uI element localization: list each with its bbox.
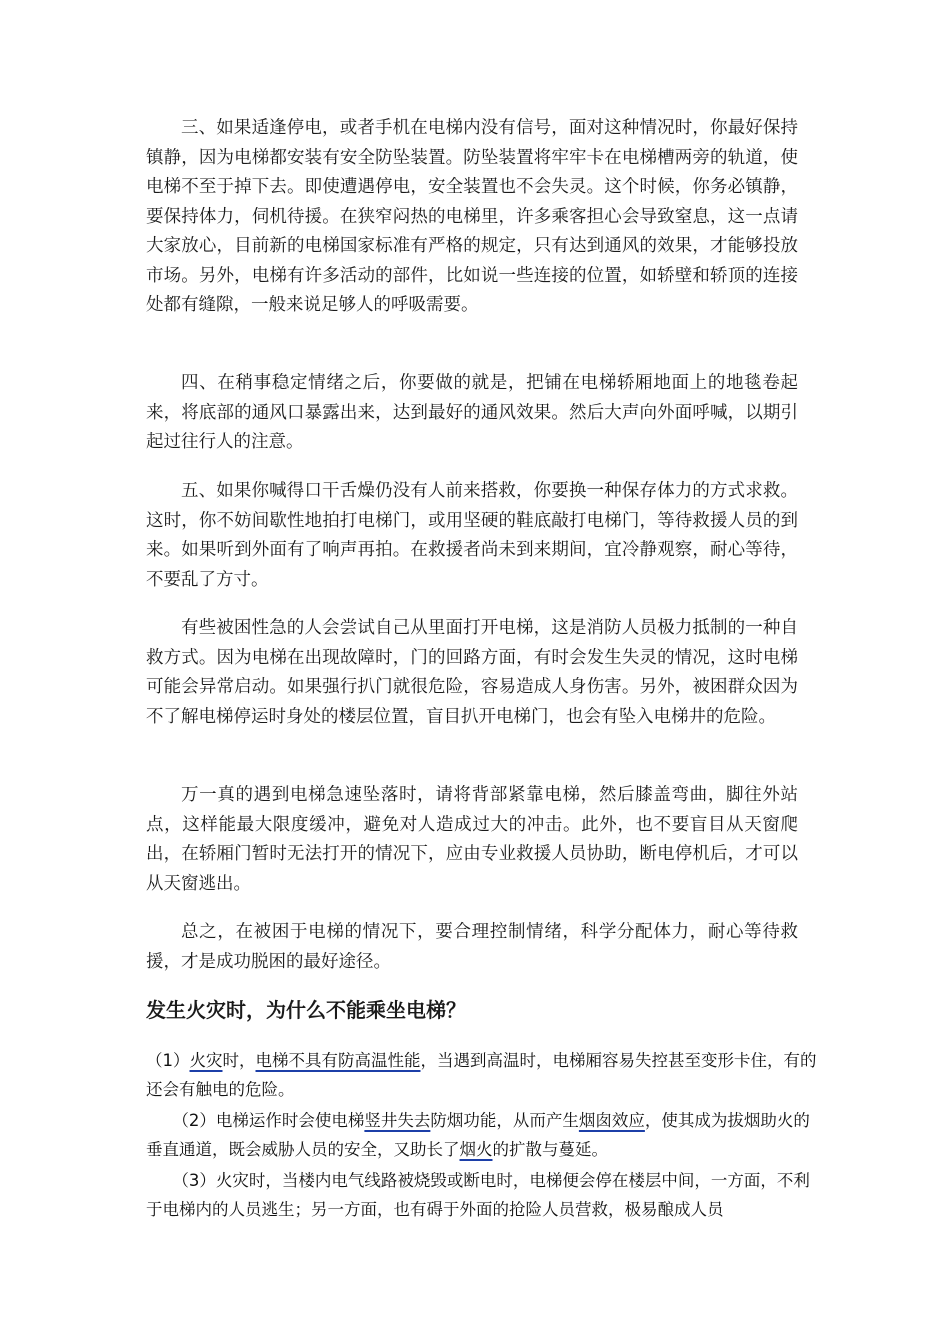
item-text: 时， [222,1051,256,1070]
paragraph-ventilation: 四、在稍事稳定情绪之后，你要做的就是，把铺在电梯轿厢地面上的地毯卷起来，将底部的通风口暴露出来，达到最好的通风效果。然后大声向外面呼喊，以期引起过往行人的注意。 [146,373,798,452]
list-item-1 [146,1046,826,1104]
list-item-3: （3）火灾时，当楼内电气线路被烧毁或断电时，电梯便会停在楼层中间，一方面，不利于电梯内的人员逃生；另一方面，也有碍于外面的抢险人员营救，极易酿成人员 [146,1171,810,1219]
paragraph-rapid-fall: 万一真的遇到电梯急速坠落时，请将背部紧靠电梯，然后膝盖弯曲，脚往外站点，这样能最大限度缓冲，避免对人造成过大的冲击。此外，也不要盲目从天窗爬出，在轿厢门暂时无法打开的情况下，应由专业救援人员协助，断电停机后，才可以从天窗逃出。 [146,785,798,894]
link-smoke-fire[interactable]: 烟火 [459,1140,493,1159]
item-prefix: （2）电梯运作时会使电梯 [172,1111,365,1130]
link-fire[interactable]: 火灾 [189,1051,223,1070]
link-shaft[interactable]: 竖井失去 [364,1111,431,1130]
paragraph-summary: 总之，在被困于电梯的情况下，要合理控制情绪，科学分配体力，耐心等待救援，才是成功脱困的最好途径。 [146,922,798,972]
link-chimney-effect[interactable]: 烟囱效应 [578,1111,645,1130]
item-prefix: （1） [146,1051,190,1070]
paragraph-call-for-help: 五、如果你喊得口干舌燥仍没有人前来搭救，你要换一种保存体力的方式求救。这时，你不妨间歇性地拍打电梯门，或用坚硬的鞋底敲打电梯门，等待救援人员的到来。如果听到外面有了响声再拍。在救援者尚未到来期间，宜冷静观察，耐心等待，不要乱了方寸。 [146,481,798,590]
list-item-2 [146,1106,826,1164]
item-text: ，当遇到高温时，电梯厢容易失控甚至变形卡住，有的还会有触电的危险。 [146,1051,817,1099]
item-text: ，使其成为拔烟助火的垂直通道，既会威胁人员的安全，又助长了 [146,1111,810,1159]
item-text: 的扩散与蔓延。 [492,1140,608,1159]
link-heat-resistance[interactable]: 电梯不具有防高温性能 [255,1051,421,1070]
paragraph-power-outage: 三、如果适逢停电，或者手机在电梯内没有信号，面对这种情况时，你最好保持镇静，因为电梯都安装有安全防坠装置。防坠装置将牢牢卡在电梯槽两旁的轨道，使电梯不至于掉下去。即使遭遇停电，安全装置也不会失灵。这个时候，你务必镇静，要保持体力，伺机待援。在狭窄闷热的电梯里，许多乘客担心会导致窒息，这一点请大家放心，目前新的电梯国家标准有严格的规定，只有达到通风的效果，才能够投放市场。另外，电梯有许多活动的部件，比如说一些连接的位置，如轿壁和轿顶的连接处都有缝隙，一般来说足够人的呼吸需要。 [146,118,798,315]
section-heading: 发生火灾时，为什么不能乘坐电梯？ [146,998,466,1022]
paragraph-forced-opening: 有些被困性急的人会尝试自己从里面打开电梯，这是消防人员极力抵制的一种自救方式。因为电梯在出现故障时，门的回路方面，有时会发生失灵的情况，这时电梯可能会异常启动。如果强行扒门就很危险，容易造成人身伤害。另外，被困群众因为不了解电梯停运时身处的楼层位置，盲目扒开电梯门，也会有坠入电梯井的危险。 [146,618,798,727]
item-text: 防烟功能，从而产生 [430,1111,579,1130]
